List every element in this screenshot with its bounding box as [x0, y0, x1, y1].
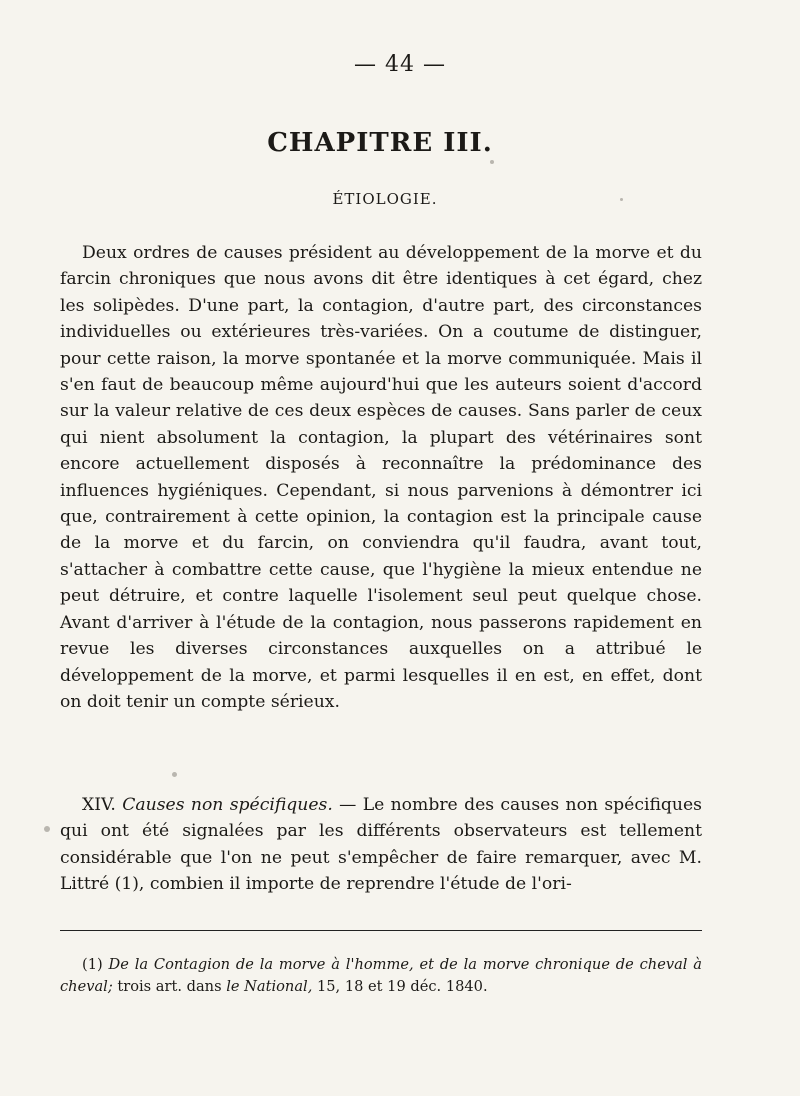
footnote-marker: (1): [82, 956, 109, 973]
print-speck: [490, 160, 494, 164]
footnote-title: De la Contagion de la morve à l'homme, et de la morve chronique de cheval à cheval;: [60, 956, 703, 995]
page-number: — 44 —: [354, 52, 446, 77]
paragraph-causes-non-specifiques: [60, 792, 702, 898]
section-heading: Causes non spécifiques.: [122, 795, 333, 815]
footnote-end: 15, 18 et 19 déc. 1840.: [312, 978, 488, 995]
print-speck: [172, 772, 177, 777]
section-dash: —: [332, 795, 363, 815]
footnote-rule: [60, 930, 702, 931]
footnote: [60, 954, 702, 998]
footnote-mid: trois art. dans: [112, 978, 227, 995]
print-speck: [620, 198, 623, 201]
chapter-title: CHAPITRE III.: [267, 128, 493, 158]
section-title: ÉTIOLOGIE.: [332, 190, 438, 208]
print-speck: [44, 826, 50, 832]
footnote-journal: le National,: [226, 978, 313, 995]
section-number: XIV.: [82, 795, 116, 815]
paragraph-etiologie: Deux ordres de causes président au développement de la morve et du farcin chroniques que nous avons dit être identiques à cet égard, chez les solipèdes. D'une part, la contagion, d'autre part, des circonstances individuelles ou extérieures très-variées. On a coutume de distinguer, pour cette raison, la morve spontanée et la morve communiquée. Mais il s'en faut de beaucoup même aujourd'hui que les auteurs soient d'accord sur la valeur relative de ces deux espèces de causes. Sans parler de ceux qui nient absolument la contagion, la plupart des vétérinaires sont encore actuellement disposés à reconnaître la prédominance des influences hygiéniques. Cependant, si nous parvenions à démontrer ici que, contrairement à cette opinion, la contagion est la principale cause de la morve et du farcin, on conviendra qu'il faudra, avant tout, s'attacher à combattre cette cause, que l'hygiène la mieux entendue ne peut détruire, et contre laquelle l'isolement seul peut quelque chose. Avant d'arriver à l'étude de la contagion, nous passerons rapidement en revue les diverses circonstances auxquelles on a attribué le développement de la morve, et parmi lesquelles il en est, en effet, dont on doit tenir un compte sérieux.: [60, 243, 702, 712]
paragraph-body: Le nombre des causes non spécifiques qui ont été signalées par les différents observateurs est tellement considérable que l'on ne peut s'empêcher de faire remarquer, avec M. Littré (1), combien il importe de reprendre l'étude de l'ori-: [60, 795, 702, 895]
